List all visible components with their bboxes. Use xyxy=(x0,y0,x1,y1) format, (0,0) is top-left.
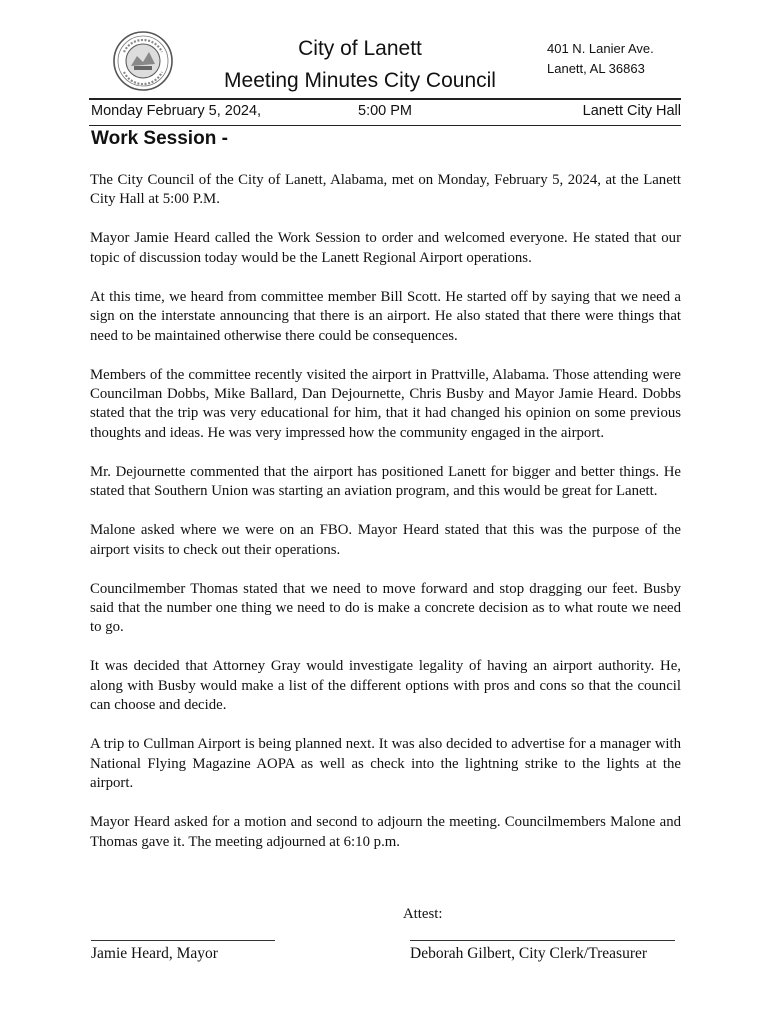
document-title: City of Lanett xyxy=(298,37,422,60)
paragraph: Members of the committee recently visited the airport in Prattville, Alabama. Those attending were Councilman Dobbs, Mike Ballard, Dan Dejournette, Chris Busby and Mayor Jamie Heard. Dobbs stated that the trip was very educational for him, that it had changed his opinion on some previous thoughts and ideas. He was very impressed how the community engaged in the airport. xyxy=(90,366,681,441)
attest-label: Attest: xyxy=(403,906,443,922)
paragraph: The City Council of the City of Lanett, Alabama, met on Monday, February 5, 2024, at the Lanett City Hall at 5:00 P.M. xyxy=(90,172,681,208)
paragraph: Councilmember Thomas stated that we need to move forward and stop dragging our feet. Busby said that the number one thing we need to do is make a concrete decision as to what route we need to go. xyxy=(90,580,681,636)
mayor-signature-line xyxy=(91,940,275,941)
meeting-time: 5:00 PM xyxy=(358,103,412,119)
header-divider xyxy=(89,98,681,100)
document-subtitle: Meeting Minutes City Council xyxy=(224,69,496,92)
city-seal-icon xyxy=(112,30,174,92)
paragraph: A trip to Cullman Airport is being planned next. It was also decided to advertise for a manager with National Flying Magazine AOPA as well as check into the lightning strike to the lights at the airport. xyxy=(90,736,681,792)
paragraph: Mayor Jamie Heard called the Work Session to order and welcomed everyone. He stated that our topic of discussion today would be the Lanett Regional Airport operations. xyxy=(90,230,681,266)
meta-divider xyxy=(89,125,681,126)
clerk-signature-name: Deborah Gilbert, City Clerk/Treasurer xyxy=(410,945,648,962)
paragraph: Mayor Heard asked for a motion and second to adjourn the meeting. Councilmembers Malone and Thomas gave it. The meeting adjourned at 6:10 p.m. xyxy=(90,814,681,850)
address-city: Lanett, AL 36863 xyxy=(547,61,645,76)
minutes-body xyxy=(90,171,681,872)
paragraph: At this time, we heard from committee member Bill Scott. He started off by saying that we need a sign on the interstate announcing that there is an airport. He also stated that there were things that need to be maintained otherwise there could be consequences. xyxy=(90,288,681,344)
clerk-signature-line xyxy=(410,940,675,941)
mayor-signature-name: Jamie Heard, Mayor xyxy=(91,945,218,962)
meeting-date: Monday February 5, 2024, xyxy=(91,103,262,119)
paragraph: Mr. Dejournette commented that the airport has positioned Lanett for bigger and better things. He stated that Southern Union was starting an aviation program, and this would be great for Lanett. xyxy=(90,463,681,500)
section-title: Work Session - xyxy=(91,128,228,149)
address-street: 401 N. Lanier Ave. xyxy=(547,41,654,56)
paragraph: Malone asked where we were on an FBO. Mayor Heard stated that this was the purpose of the airport visits to check out their operations. xyxy=(90,522,681,558)
meeting-location: Lanett City Hall xyxy=(582,103,681,119)
paragraph: It was decided that Attorney Gray would investigate legality of having an airport authority. He, along with Busby would make a list of the different options with pros and cons so that the council can choose and decide. xyxy=(90,658,681,714)
